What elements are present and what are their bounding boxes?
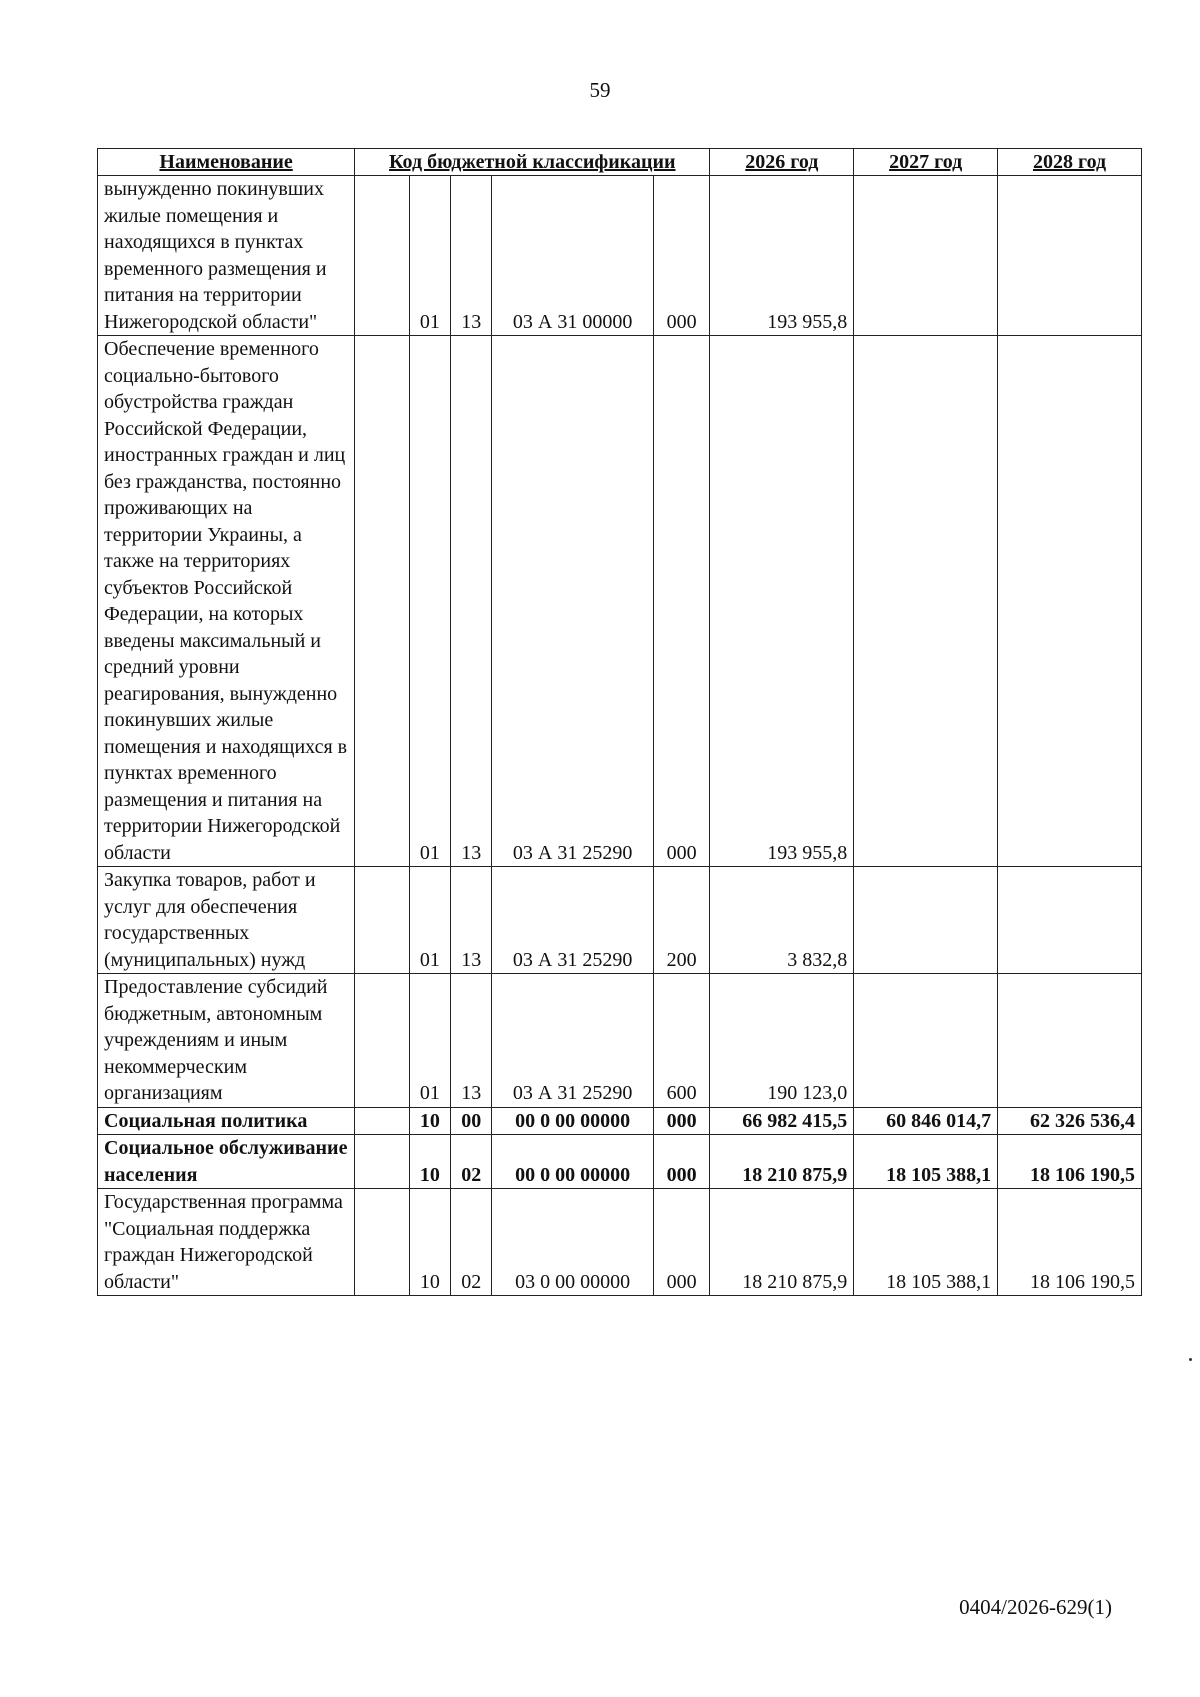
header-2028: 2028 год bbox=[998, 149, 1142, 176]
row-value-2026: 193 955,8 bbox=[710, 176, 854, 336]
row-code-subsection: 02 bbox=[451, 1135, 492, 1189]
row-name: Социальное обслуживание населения bbox=[98, 1135, 355, 1189]
row-value-2026: 193 955,8 bbox=[710, 336, 854, 867]
row-value-2026: 66 982 415,5 bbox=[710, 1107, 854, 1135]
row-value-2026: 18 210 875,9 bbox=[710, 1135, 854, 1189]
row-code-expense-type: 200 bbox=[653, 867, 710, 974]
header-name: Наименование bbox=[98, 149, 355, 176]
row-code-section: 01 bbox=[409, 867, 450, 974]
row-name: Государственная программа "Социальная поддержка граждан Нижегородской области" bbox=[98, 1189, 355, 1296]
budget-table bbox=[97, 148, 1142, 1296]
row-value-2028 bbox=[998, 974, 1142, 1108]
scan-speck bbox=[1189, 1358, 1192, 1361]
row-code-subsection: 02 bbox=[451, 1189, 492, 1296]
row-code-section: 01 bbox=[409, 974, 450, 1108]
row-code-part-1 bbox=[355, 176, 409, 336]
table-header-row bbox=[98, 149, 1142, 176]
row-code-target-article: 00 0 00 00000 bbox=[492, 1107, 653, 1135]
row-code-section: 01 bbox=[409, 176, 450, 336]
table-row bbox=[98, 176, 1142, 336]
row-value-2027: 60 846 014,7 bbox=[854, 1107, 998, 1135]
table-row bbox=[98, 1107, 1142, 1135]
header-2026: 2026 год bbox=[710, 149, 854, 176]
row-code-expense-type: 600 bbox=[653, 974, 710, 1108]
row-value-2028 bbox=[998, 176, 1142, 336]
row-code-expense-type: 000 bbox=[653, 176, 710, 336]
row-value-2027: 18 105 388,1 bbox=[854, 1189, 998, 1296]
row-name: вынужденно покинувших жилые помещения и находящихся в пунктах временного размещения и питания на территории Нижегородской области" bbox=[98, 176, 355, 336]
row-code-section: 10 bbox=[409, 1107, 450, 1135]
row-code-section: 10 bbox=[409, 1135, 450, 1189]
row-code-target-article: 03 А 31 00000 bbox=[492, 176, 653, 336]
row-value-2027 bbox=[854, 176, 998, 336]
row-code-part-1 bbox=[355, 1135, 409, 1189]
row-code-target-article: 03 А 31 25290 bbox=[492, 974, 653, 1108]
row-code-expense-type: 000 bbox=[653, 1189, 710, 1296]
table-row bbox=[98, 336, 1142, 867]
row-code-part-1 bbox=[355, 1189, 409, 1296]
table-row bbox=[98, 867, 1142, 974]
row-code-target-article: 00 0 00 00000 bbox=[492, 1135, 653, 1189]
page-number: 59 bbox=[589, 78, 611, 102]
table-row bbox=[98, 1189, 1142, 1296]
row-value-2026: 3 832,8 bbox=[710, 867, 854, 974]
row-value-2027 bbox=[854, 867, 998, 974]
document-code: 0404/2026-629(1) bbox=[959, 1595, 1112, 1619]
header-code: Код бюджетной классификации bbox=[355, 149, 710, 176]
row-code-expense-type: 000 bbox=[653, 336, 710, 867]
row-name: Обеспечение временного социально-бытового обустройства граждан Российской Федерации, иностранных граждан и лиц без гражданства, постоянно проживающих на территории Украины, а также на территориях субъектов Российской Федерации, на которых введены максимальный и средний уровни реагирования, вынужденно покинувших жилые помещения и находящихся в пунктах временного размещения и питания на территории Нижегородской области bbox=[98, 336, 355, 867]
row-code-subsection: 00 bbox=[451, 1107, 492, 1135]
row-code-expense-type: 000 bbox=[653, 1107, 710, 1135]
row-value-2028: 62 326 536,4 bbox=[998, 1107, 1142, 1135]
table-row bbox=[98, 974, 1142, 1108]
row-value-2027 bbox=[854, 336, 998, 867]
row-code-part-1 bbox=[355, 867, 409, 974]
header-2027: 2027 год bbox=[854, 149, 998, 176]
row-value-2028: 18 106 190,5 bbox=[998, 1135, 1142, 1189]
row-code-expense-type: 000 bbox=[653, 1135, 710, 1189]
row-value-2027 bbox=[854, 974, 998, 1108]
row-value-2027: 18 105 388,1 bbox=[854, 1135, 998, 1189]
row-code-part-1 bbox=[355, 974, 409, 1108]
row-code-target-article: 03 А 31 25290 bbox=[492, 867, 653, 974]
row-code-subsection: 13 bbox=[451, 974, 492, 1108]
row-code-target-article: 03 А 31 25290 bbox=[492, 336, 653, 867]
row-value-2028: 18 106 190,5 bbox=[998, 1189, 1142, 1296]
row-value-2028 bbox=[998, 336, 1142, 867]
row-value-2026: 18 210 875,9 bbox=[710, 1189, 854, 1296]
row-name: Социальная политика bbox=[98, 1107, 355, 1135]
row-code-section: 10 bbox=[409, 1189, 450, 1296]
row-name: Закупка товаров, работ и услуг для обеспечения государственных (муниципальных) нужд bbox=[98, 867, 355, 974]
table-body bbox=[98, 176, 1142, 1296]
row-code-part-1 bbox=[355, 1107, 409, 1135]
table-row bbox=[98, 1135, 1142, 1189]
row-code-part-1 bbox=[355, 336, 409, 867]
row-code-subsection: 13 bbox=[451, 176, 492, 336]
row-value-2026: 190 123,0 bbox=[710, 974, 854, 1108]
row-value-2028 bbox=[998, 867, 1142, 974]
row-code-target-article: 03 0 00 00000 bbox=[492, 1189, 653, 1296]
row-code-section: 01 bbox=[409, 336, 450, 867]
row-name: Предоставление субсидий бюджетным, автономным учреждениям и иным некоммерческим организациям bbox=[98, 974, 355, 1108]
row-code-subsection: 13 bbox=[451, 867, 492, 974]
row-code-subsection: 13 bbox=[451, 336, 492, 867]
